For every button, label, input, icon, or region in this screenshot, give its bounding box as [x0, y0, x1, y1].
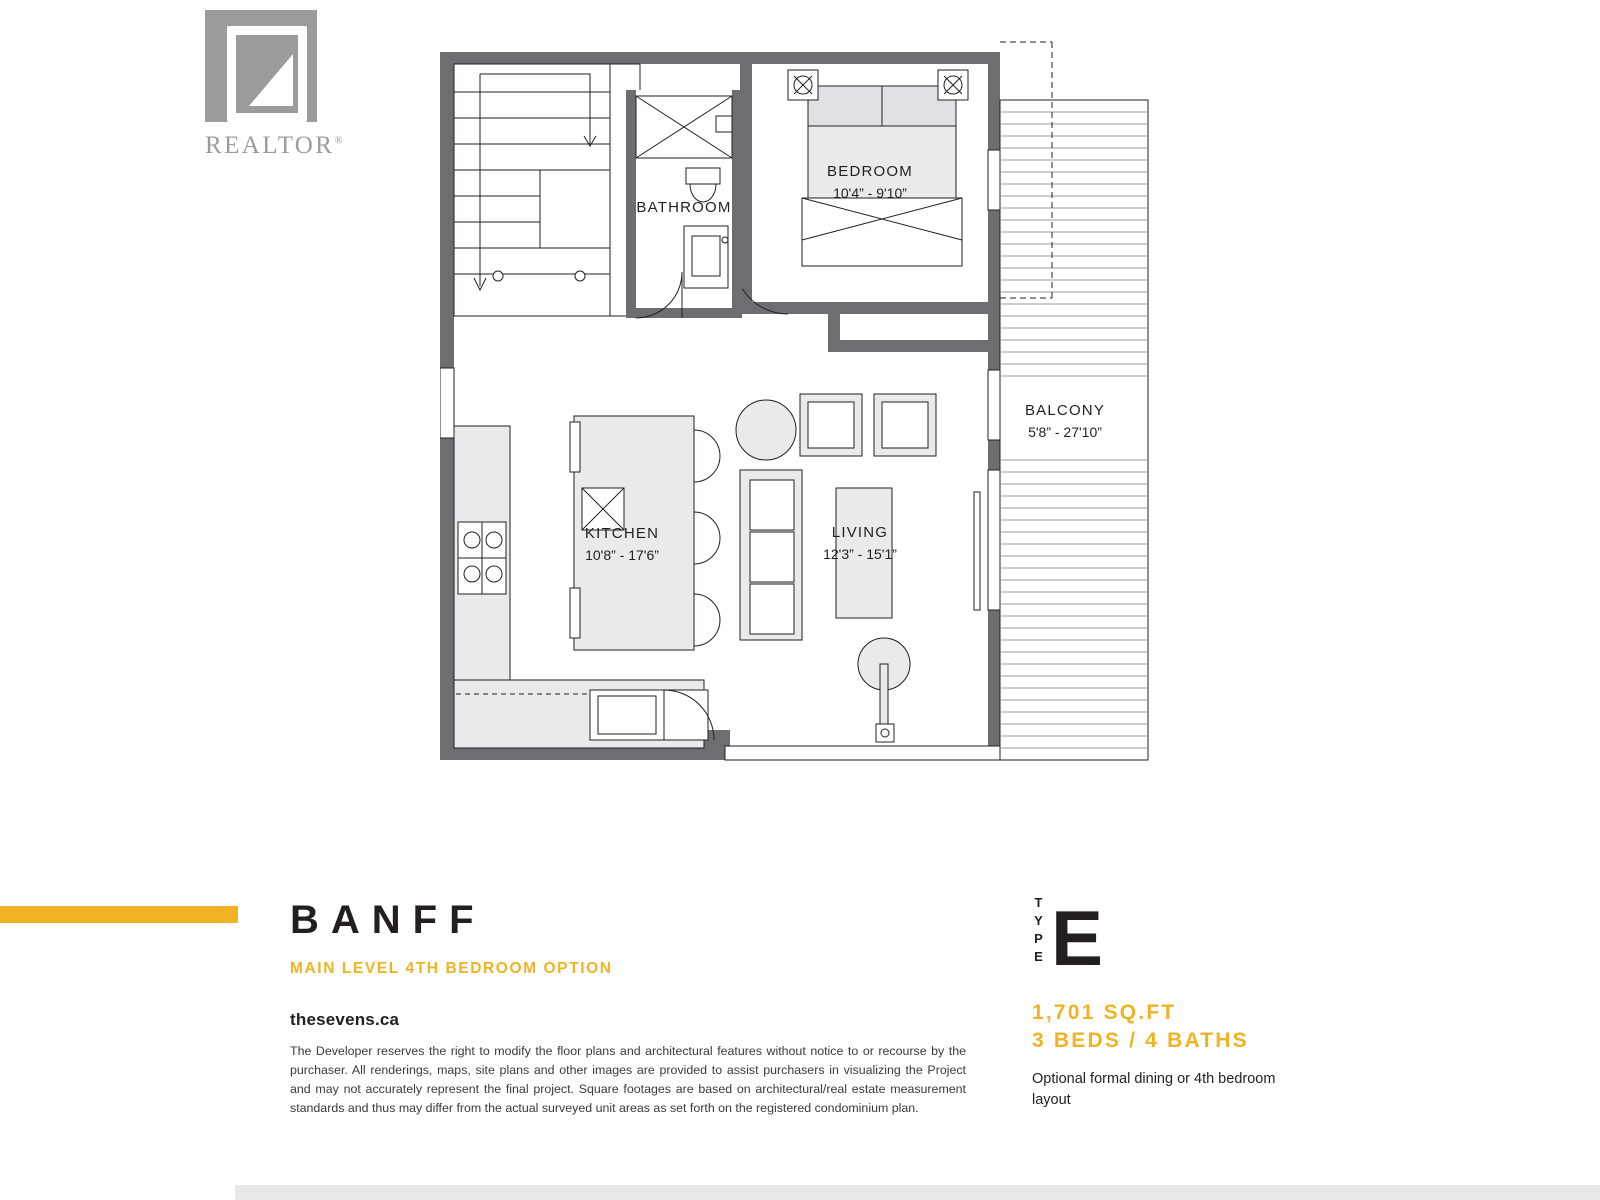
unit-type-letter: E	[1051, 894, 1105, 983]
brand-block	[290, 900, 990, 1117]
realtor-brand-text: REALTOR	[205, 132, 335, 159]
svg-text:10'4” - 9'10”: 10'4” - 9'10”	[833, 185, 907, 201]
floor-plan-drawing	[440, 40, 1150, 770]
svg-text:BALCONY: BALCONY	[1024, 402, 1106, 419]
unit-type-label: TYPE	[1031, 895, 1046, 967]
disclaimer-text: The Developer reserves the right to modify the floor plans and architectural features without notice to or recourse by the purchaser. All renderings, maps, site plans and other images are provided to assist purchasers in visualizing the Project and may not accurately represent the final project. Square footages are based on architectural/real estate measurement standards and thus may differ from the actual surveyed unit areas as set forth on the registered condominium plan.	[290, 1044, 966, 1115]
plan-title-text: BANFF	[290, 898, 486, 942]
plan-title	[290, 900, 486, 942]
footer-strip	[235, 1185, 1600, 1200]
svg-text:KITCHEN: KITCHEN	[584, 525, 660, 542]
realtor-wordmark	[205, 132, 346, 160]
unit-beds-baths: 3 BEDS / 4 BATHS	[1032, 1029, 1249, 1052]
unit-note: Optional formal dining or 4th bedroom layout	[1032, 1071, 1276, 1108]
svg-text:5'8” - 27'10”: 5'8” - 27'10”	[1028, 424, 1102, 440]
svg-text:LIVING: LIVING	[831, 524, 889, 541]
realtor-r-icon	[205, 10, 317, 122]
unit-type-block	[1032, 895, 1362, 1110]
registered-mark: ®	[334, 134, 346, 147]
website-link[interactable]: thesevens.ca	[290, 1010, 400, 1029]
brand-underline	[0, 906, 238, 923]
plan-subtitle: MAIN LEVEL 4TH BEDROOM OPTION	[290, 960, 613, 977]
svg-text:10'8” - 17'6”: 10'8” - 17'6”	[585, 547, 659, 563]
svg-text:12'3” - 15'1”: 12'3” - 15'1”	[823, 546, 897, 562]
realtor-logo	[205, 10, 346, 160]
unit-area: 1,701 SQ.FT	[1032, 1001, 1177, 1024]
svg-text:BEDROOM: BEDROOM	[827, 163, 913, 180]
svg-text:BATHROOM: BATHROOM	[636, 199, 732, 216]
